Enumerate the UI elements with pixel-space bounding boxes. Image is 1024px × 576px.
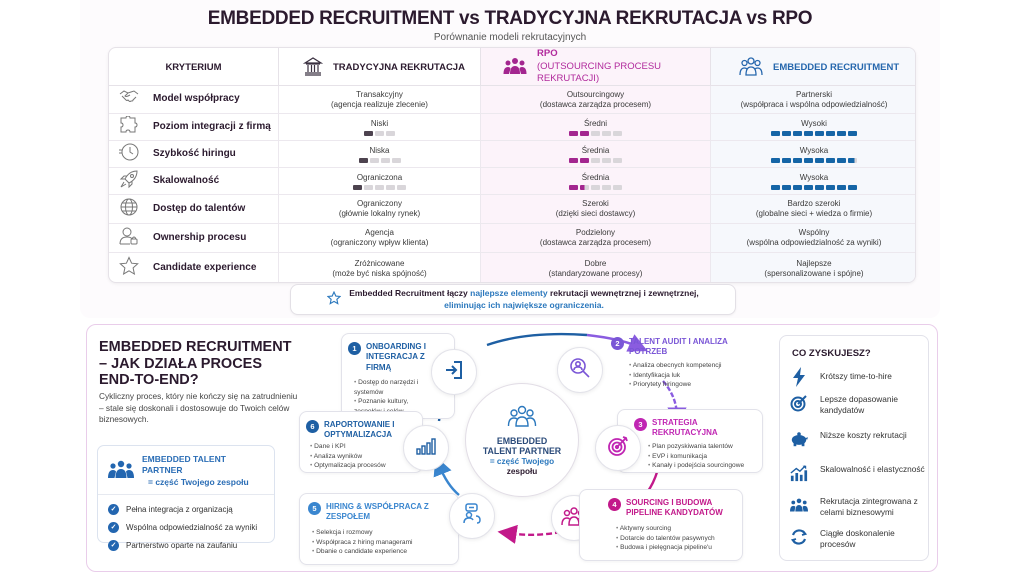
check-circle-icon: ✓ [108, 522, 119, 533]
criterion-label: Skalowalność [153, 174, 220, 186]
criterion-label: Ownership procesu [153, 231, 247, 243]
process-title: EMBEDDED RECRUITMENT – JAK DZIAŁA PROCES END-TO-END? [99, 339, 292, 389]
comparison-table [108, 47, 916, 283]
talent-partner-box [97, 445, 275, 550]
step-title: STRATEGIA REKRUTACYJNA [652, 418, 718, 438]
step-list: • Analiza obecnych kompetencji • Identyfikacja luk • Priorytety hiringowe [629, 361, 759, 390]
rating-bars [569, 131, 622, 136]
cell-value: Ograniczona [356, 172, 403, 182]
step-list: • Plan pozyskiwania talentów • EVP i komunikacja • Kanały i podejścia sourcingowe [648, 442, 764, 471]
onboarding-node [431, 349, 477, 395]
rating-bars [364, 131, 395, 136]
rating-bars [569, 185, 622, 190]
criterion-label: Dostęp do talentów [153, 202, 246, 214]
header-traditional [279, 48, 481, 86]
criterion-label: Poziom integracji z firmą [153, 120, 271, 132]
cell-note: (ograniczony wpływ klienta) [330, 238, 429, 247]
rocket-icon [119, 169, 139, 194]
table-row-speed [109, 141, 916, 168]
table-header [109, 48, 916, 86]
cell-value: Średni [583, 118, 608, 128]
partner-box-subtitle: = część Twojego zespołu [148, 476, 249, 487]
cell-value: Wysoki [801, 118, 827, 128]
center-title: EMBEDDED [496, 435, 548, 446]
cell-value: Najlepsze [796, 258, 832, 268]
handshake-icon [119, 89, 139, 110]
header-rpo-label: RPO [537, 48, 558, 60]
strategy-node [595, 425, 641, 471]
benefit-item: Niższe koszty rekrutacji [790, 430, 926, 448]
step-number: 1 [348, 342, 361, 355]
chat-phone-icon [460, 502, 484, 531]
center-talent-partner [465, 383, 579, 497]
cell-note: (globalne sieci + wiedza o firmie) [755, 209, 873, 218]
talent-audit-node [557, 347, 603, 393]
step-title: SOURCING I BUDOWA PIPELINE KANDYDATÓW [626, 498, 723, 518]
rating-bars [569, 158, 622, 163]
partner-box-title: EMBEDDED TALENT PARTNER [142, 454, 226, 476]
center-title: TALENT PARTNER [482, 446, 562, 457]
header-rpo [481, 48, 711, 86]
benefit-item: Ciągłe doskonalenie procesów [790, 528, 926, 550]
page-subtitle: Porównanie modeli rekrutacyjnych [433, 32, 587, 43]
step-title: HIRING & WSPÓŁPRACA Z ZESPOŁEM [326, 502, 429, 522]
table-row-ownership [109, 224, 916, 253]
table-row-talent-access [109, 195, 916, 224]
cell-note: (dostawca zarządza procesem) [539, 99, 652, 109]
cell-value: Partnerski [795, 89, 832, 99]
cell-value: Wysoka [799, 145, 829, 155]
header-embedded [711, 48, 916, 86]
target-icon [790, 394, 808, 412]
partner-benefit-item: ✓ Wspólna odpowiedzialność za wyniki [108, 518, 264, 536]
step-title: TALENT AUDIT I ANALIZA POTRZEB [629, 337, 728, 357]
step-number: 2 [611, 337, 624, 350]
center-subtitle: zespołu [506, 466, 538, 476]
cell-value: Średnia [581, 172, 610, 182]
cell-note: (dostawca zarządza procesem) [539, 238, 652, 247]
rating-bars [359, 158, 401, 163]
team-outline-icon [507, 404, 537, 433]
step-list: • Aktywny sourcing • Dotarcie do talentów pasywnych • Budowa i pielęgnacja pipeline'u [616, 524, 742, 553]
benefits-box [779, 335, 929, 561]
cell-value: Transakcyjny [356, 89, 403, 99]
bar-chart-icon [415, 436, 437, 461]
callout-highlight: eliminując ich największe ograniczenia. [444, 299, 604, 310]
cell-value: Agencja [365, 228, 394, 237]
process-section [86, 324, 938, 572]
header-traditional-label: TRADYCYJNA REKRUTACJA [333, 61, 465, 73]
cell-value: Dobre [584, 258, 607, 268]
criterion-label: Model współpracy [153, 93, 240, 105]
callout-text: Embedded Recruitment łączy [349, 288, 471, 299]
cell-value: Outsourcingowy [566, 89, 625, 99]
rating-bars [771, 158, 857, 163]
cell-value: Ograniczony [357, 199, 402, 208]
cell-note: (wspólna odpowiedzialność za wyniki) [746, 238, 882, 247]
bank-building-icon [303, 56, 323, 79]
rating-bars [771, 185, 857, 190]
benefit-item: Lepsze dopasowanie kandydatów [790, 394, 926, 416]
globe-icon [119, 197, 139, 222]
cell-note: (agencja realizuje zlecenie) [331, 99, 428, 109]
login-arrow-icon [443, 359, 465, 386]
hiring-node [449, 493, 495, 539]
cell-note: (spersonalizowane i spójne) [764, 268, 864, 278]
criterion-label: Candidate experience [153, 262, 257, 274]
step-title: ONBOARDING I INTEGRACJA Z FIRMĄ [366, 342, 426, 372]
process-step-4 [579, 489, 743, 561]
team-icon [790, 496, 808, 514]
lightning-icon [790, 368, 808, 386]
step-list: • Selekcja i rozmowy • Współpraca z hiring managerami • Dbanie o candidate experience [312, 528, 452, 557]
table-row-candidate-experience [109, 253, 916, 283]
check-circle-icon: ✓ [108, 540, 119, 551]
rating-bars [771, 131, 857, 136]
step-number: 4 [608, 498, 621, 511]
cell-note: (głównie lokalny rynek) [338, 209, 421, 218]
partner-benefit-item: ✓ Pełna integracja z organizacją [108, 500, 264, 518]
cell-value: Podzielony [575, 228, 616, 237]
center-subtitle: = część Twojego [489, 456, 555, 466]
step-number: 5 [308, 502, 321, 515]
benefit-item: Krótszy time-to-hire [790, 368, 926, 386]
benefits-title: CO ZYSKUJESZ? [792, 348, 871, 359]
cell-note: (standaryzowane procesy) [548, 268, 643, 278]
group-people-icon [503, 56, 527, 79]
team-filled-icon [108, 459, 134, 484]
cell-value: Wysoka [799, 172, 829, 182]
refresh-cycle-icon [790, 528, 808, 546]
criterion-label: Szybkość hiringu [153, 147, 236, 159]
growth-chart-icon [790, 464, 808, 482]
step-list: • Dane i KPI • Analiza wyników • Optymalizacja procesów [310, 442, 420, 471]
summary-callout [290, 284, 736, 315]
check-circle-icon: ✓ [108, 504, 119, 515]
process-description: Cykliczny proces, który nie kończy się na zatrudnieniu – stale się doskonali i dostosowuje do Twoich celów biznesowych. [99, 391, 298, 425]
benefit-item: Rekrutacja zintegrowana z celami biznesowymi [790, 496, 926, 518]
star-outline-icon [327, 291, 341, 308]
callout-highlight: najlepsze elementy [470, 288, 548, 299]
process-step-2 [607, 331, 757, 393]
table-row-integration [109, 114, 916, 141]
cell-value: Wspólny [798, 228, 830, 237]
piggy-bank-icon [790, 430, 808, 448]
cell-value: Zróżnicowane [354, 258, 405, 268]
target-arrow-icon [606, 434, 630, 463]
cell-value: Niski [370, 118, 389, 128]
step-list: • Dostęp do narzędzi i systemów • Poznanie kultury, [354, 378, 424, 416]
header-criterion: KRYTERIUM [109, 48, 279, 86]
puzzle-icon [119, 116, 139, 139]
comparison-section [80, 0, 940, 318]
table-row-scalability [109, 168, 916, 195]
reporting-node [403, 425, 449, 471]
rating-bars [353, 185, 406, 190]
partner-benefit-item: ✓ Partnerstwo oparte na zaufaniu [108, 536, 264, 554]
clock-icon [119, 142, 139, 167]
cell-value: Bardzo szeroki [787, 199, 841, 208]
star-icon [119, 256, 139, 281]
search-person-icon [568, 356, 592, 385]
step-title: RAPORTOWANIE I OPTYMALIZACJA [324, 420, 395, 440]
user-ownership-icon [119, 226, 139, 251]
header-embedded-label: EMBEDDED RECRUITMENT [773, 61, 900, 73]
cell-value: Szeroki [582, 199, 609, 208]
cell-note: (współpraca i wspólna odpowiedzialność) [740, 99, 888, 109]
page-title: EMBEDDED RECRUITMENT vs TRADYCYJNA REKRUTACJA vs RPO [207, 8, 813, 29]
infographic-page [80, 0, 940, 576]
benefit-item: Skalowalność i elastyczność [790, 464, 926, 482]
step-number: 3 [634, 418, 647, 431]
callout-text: rekrutacji wewnętrznej i zewnętrznej, [547, 288, 699, 299]
cell-value: Niska [369, 145, 390, 155]
cell-note: (dzięki sieci dostawcy) [555, 209, 636, 218]
cell-note: (może być niska spójność) [332, 268, 427, 278]
team-outline-icon [739, 55, 763, 80]
cell-value: Średnia [581, 145, 610, 155]
header-rpo-sublabel: (OUTSOURCING PROCESU REKRUTACJI) [537, 60, 662, 85]
step-number: 6 [306, 420, 319, 433]
process-step-5 [299, 493, 459, 565]
table-row-model [109, 86, 916, 114]
